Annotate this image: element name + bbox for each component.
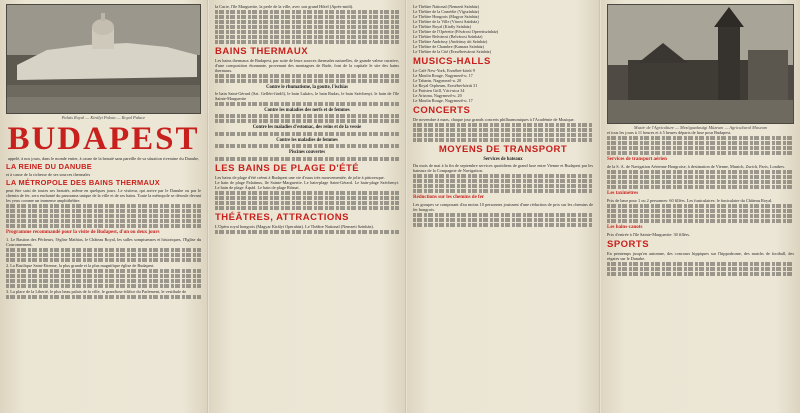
heading-nerfs: Contre les maladies des nerfs et de femmes <box>264 107 350 113</box>
text-line <box>6 219 201 223</box>
text-line <box>6 295 201 299</box>
theatre-list-item: Le Théâtre de la Ville (Városi Színház) <box>413 19 479 24</box>
text-line <box>6 248 201 252</box>
programme-item-1: 1. Le Bastion des Pêcheurs, l'église Mathias, le Château Royal, les salles somptueuses et historiques, l'Eglise du Couronnement. <box>6 237 201 247</box>
text-line <box>607 141 794 145</box>
heading-rhumatisme: Contre le rhumatisme, la goutte, l'ischias <box>266 85 348 90</box>
programme-item-2: 2. La Basilique Saint-Etienne, la plus grande et la plus magnifique église de Budapest. <box>6 263 155 268</box>
text-line <box>413 174 593 178</box>
text-line <box>6 258 201 262</box>
theatre-list-item: Le Théâtre Andrássy (Andrássy úti Színház) <box>413 39 488 44</box>
panel-bains <box>209 0 405 413</box>
theatre-list-item: Le Théâtre de Chambre (Kamara Színház) <box>413 44 484 49</box>
plage-text: Les bains de plage d'été créent à Budapest une vie d'eaux très mouvementée, de jolie à pittoresque. <box>215 174 385 180</box>
music-hall-item: Le Café New-York, Erzsébet-körút 9 <box>413 68 475 73</box>
music-hall-item: Le Moulin Rouge, Nagymező-u. 17 <box>413 73 473 78</box>
text-line <box>413 189 593 193</box>
text-line <box>215 35 399 39</box>
heading-concerts: CONCERTS <box>413 105 471 116</box>
photo-caption: Palais Royal — Királyi Palota — Royal Palace <box>61 115 146 120</box>
text-line <box>413 184 593 188</box>
theatre-list-item: Le Théâtre Royal (Király Színház) <box>413 24 472 29</box>
text-line <box>215 196 399 200</box>
theatre-list-item: Le Théâtre National (Nemzeti Színház) <box>413 4 479 9</box>
text-line <box>215 40 399 44</box>
text-line <box>215 132 399 136</box>
text-line <box>413 223 593 227</box>
theatre-list-item: Le Théâtre de la Cité (Erzsébetvárosi Színház) <box>413 49 492 54</box>
text-line <box>607 219 794 223</box>
text-line <box>413 179 593 183</box>
text-line <box>607 175 794 179</box>
text-line <box>607 185 794 189</box>
text-line <box>607 267 794 271</box>
music-hall-item: Le Parisien Grill, Váci-utca 34 <box>413 88 465 93</box>
theatre-list-item: Le Théâtre Belvárosi (Belvárosi Színház) <box>413 34 483 39</box>
theatre-list-item: Le Théâtre de la Comédie (Vígszínház) <box>413 9 480 14</box>
rhumatisme-text: le bain Saint-Gérard (Szt. Gellért-fürdő), le bain Lukács, le bain Rudas, le bain Széchenyi, le bain de l'île Sainte-Marguerite <box>215 90 399 101</box>
text-line <box>215 119 399 123</box>
text-line <box>6 214 201 218</box>
heading-sports: SPORTS <box>607 239 650 250</box>
photo-caption: Musée de l'Agriculture — Mezőgazdasági Múzeum — Agricultural Museum <box>633 125 768 130</box>
curie-text: la Curie, l'île Marguerite, la perle de la ville, avec son grand Hôtel (Après-midi). <box>215 4 354 9</box>
heading-metropole: LA MÉTROPOLE DES BAINS THERMAUX <box>6 178 160 187</box>
heading-programme: Programme recommandé pour la visite de Budapest, d'un ou deux jours <box>6 230 160 235</box>
castle-illustration <box>608 5 794 123</box>
heading-theatres: THÉÂTRES, ATTRACTIONS <box>215 211 349 223</box>
plage-items: Le bain de plage Palatinus, île Sainte-Marguerite. Le bain-plage Saint-Gérard. Le bain-plage Széchenyi. Le bain de plage Árpád. Le bain de plage Római. <box>215 179 399 190</box>
text-line <box>215 157 399 161</box>
heading-reine: LA REINE DU DANUBE <box>6 162 93 171</box>
text-line <box>6 204 201 208</box>
heading-taximetres: Les taximètres <box>607 191 639 196</box>
text-line <box>413 133 593 137</box>
text-line <box>215 10 399 14</box>
concerts-text: De novembre à mars, chaque jour grands concerts philharmoniques à l'Académie de Musique. <box>413 117 575 122</box>
royal-palace-photo <box>6 4 201 114</box>
music-hall-item: Le Royal Orpheum, Erzsébet-körút 31 <box>413 83 478 88</box>
sports-text: En printemps jusqu'en automne, des concours hippiques sur l'hippodrome, des matchs de football, des régates sur le Danube. <box>607 251 794 261</box>
text-line <box>6 279 201 283</box>
heading-plage: LES BAINS DE PLAGE D'ÉTÉ <box>215 162 360 174</box>
text-line <box>6 274 201 278</box>
music-hall-item: Le Arizona, Nagymező-u. 20 <box>413 93 462 98</box>
text-line <box>215 20 399 24</box>
text-line <box>215 25 399 29</box>
text-line <box>215 191 399 195</box>
text-line <box>413 213 593 217</box>
text-line <box>215 15 399 19</box>
text-line <box>607 204 794 208</box>
palace-illustration <box>7 5 201 113</box>
text-line <box>607 209 794 213</box>
text-line <box>6 224 201 228</box>
text-line <box>215 102 399 106</box>
theatre-list-item: Le Théâtre Hongrois (Magyar Színház) <box>413 14 479 19</box>
programme-item-3: 3. La place de la Liberté, le plus beau palais de la ville, le grandiose édifice du Parlement, le vestibule de <box>6 289 187 294</box>
text-line <box>6 209 201 213</box>
heading-bains-canots: Les bains-canots <box>607 225 643 230</box>
text-line <box>413 218 593 222</box>
heading-transport: MOYENS DE TRANSPORT <box>438 144 568 155</box>
text-line <box>413 123 593 127</box>
text-line <box>607 151 794 155</box>
page-title: BUDAPEST <box>7 121 200 157</box>
music-list <box>413 68 593 103</box>
text-line <box>215 144 399 148</box>
text-line <box>607 214 794 218</box>
intro-text: appelé, à nos jours, dans le monde entier, à cause de la beauté sans pareille de sa situation riveraine du Danube, <box>7 156 200 161</box>
text-line <box>413 128 593 132</box>
text-line <box>215 30 399 34</box>
bains-canots-text: Prix d'entrée à l'île Sainte-Marguerite: 30 fillérs. <box>607 232 690 237</box>
agriculture-museum-photo <box>607 4 794 124</box>
theatre-list-item: Le Théâtre de l'Opérette (Fővárosi Operettszínház) <box>413 29 499 34</box>
reine-text: et à cause de la richesse de ses sources thermales <box>6 172 91 177</box>
text-line <box>215 74 399 78</box>
text-line <box>413 138 593 142</box>
text-line <box>6 269 201 273</box>
text-line <box>215 201 399 205</box>
heading-aerien: Services de transport aérien <box>607 157 667 162</box>
heading-femmes: Contre les maladies de femmes <box>276 137 338 143</box>
text-line <box>215 206 399 210</box>
music-hall-item: Le Moulin Rouge, Nagymező-u. 17 <box>413 98 473 103</box>
bateaux-text: Du mois de mai à la fin de septembre services quotidiens de grand luxe entre Vienne et Budapest par les bateaux de la Compagnie de Navigation. <box>413 162 593 173</box>
text-line <box>607 146 794 150</box>
metropole-text: peut être saisi de toutes ses beautés, même en quelques jours. Le visiteur, qui arrive par le Danube ou par le chemin de fer, sera enchanté du panorama unique de la ville et de ses bains. Toute la métropole se déroule devant les yeux comme un immense amphithéâtre. <box>6 188 201 203</box>
bains-text: Les bains thermaux de Budapest, par suite de leurs sources thermales naturelles, de grande valeur curative, d'une composition étonnante, provenant des montagnes de Bude, font de la capitale le site des bains thermaux. <box>215 58 399 73</box>
text-line <box>215 230 399 234</box>
text-line <box>607 170 794 174</box>
heading-bateaux: Services de bateaux <box>483 157 523 162</box>
panel-budapest <box>0 0 207 413</box>
heading-music-halls: MUSICS-HALLS <box>413 56 491 67</box>
luxe-text: et tous les jours à 11 heures et à 5 heures départs de luxe pour Budapest. <box>607 130 732 135</box>
text-line <box>215 114 399 118</box>
theatres-text: L'Opéra royal hongrois (Magyar Királyi Operaház). Le Théâtre National (Nemzeti Színház). <box>215 223 374 229</box>
aerien-text: de la S. A. de Navigation Aérienne Hongroise, à destination de Vienne, Munich, Zurich, Paris, Londres. <box>607 164 786 169</box>
text-line <box>607 272 794 276</box>
panel-theatres <box>407 0 599 413</box>
text-line <box>6 284 201 288</box>
text-line <box>607 262 794 266</box>
text-line <box>215 79 399 83</box>
taxi-text: Prix de base pour 1 ou 2 personnes: 60 fillérs. Les funiculaires: le funiculaire du Château Royal. <box>607 198 773 203</box>
text-line <box>607 136 794 140</box>
text-line <box>6 253 201 257</box>
heading-estomac: Contre les maladies d'estomac, des reins et de la vessie <box>252 125 362 130</box>
heading-reductions: Réductions sur les chemins de fer <box>413 194 485 200</box>
reductions-text: Les groupes se composant d'au moins 10 personnes jouissent d'une réduction de prix sur les chemins de fer hongrois. <box>413 201 593 212</box>
panel-transport <box>601 0 800 413</box>
heading-bains-thermaux: BAINS THERMAUX <box>215 46 309 57</box>
music-hall-item: Le Tabarin, Nagymező-u. 20 <box>413 78 462 83</box>
text-line <box>607 180 794 184</box>
theatre-list <box>413 4 593 54</box>
heading-piscines: Piscines couvertes <box>288 150 326 155</box>
